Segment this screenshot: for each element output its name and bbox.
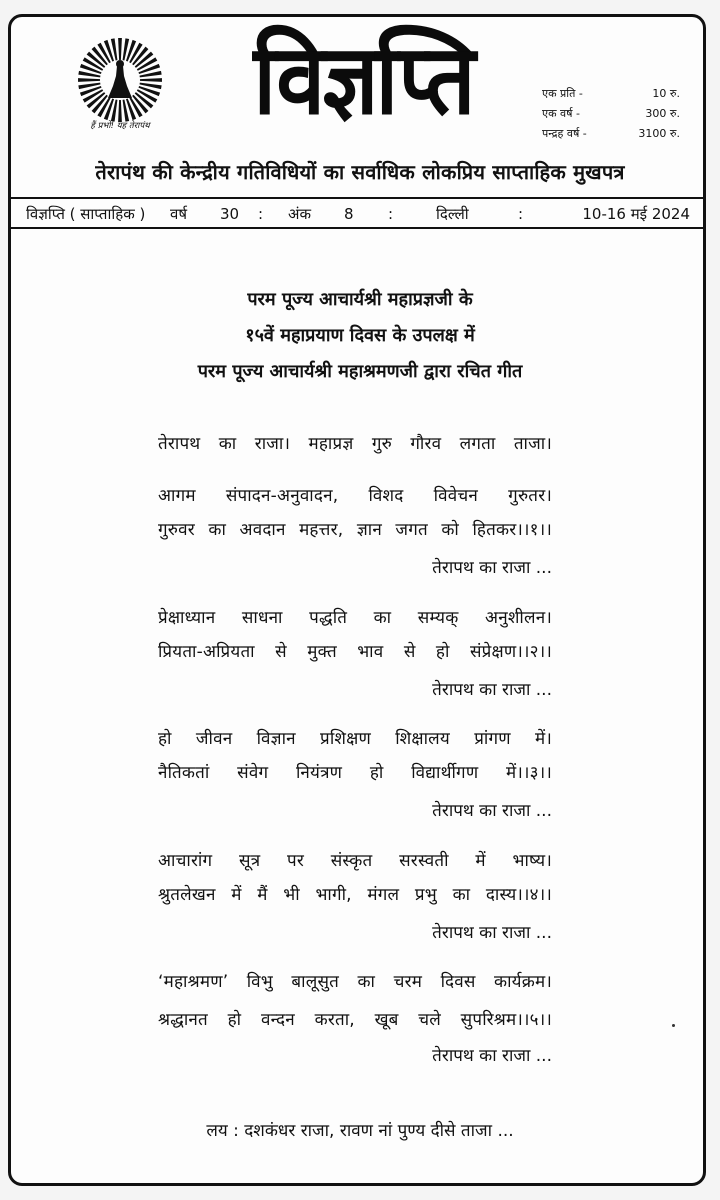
- separator: :: [518, 205, 524, 223]
- poem-line: प्रेक्षाध्यान साधना पद्धति का सम्यक् अनुशीलन।: [158, 608, 552, 628]
- logo-motto: हैं प्रभो! यह तेरापंथ: [90, 121, 150, 131]
- poem-opening-line: तेरापथ का राजा। महाप्रज्ञ गुरु गौरव लगता ताजा।: [158, 434, 552, 454]
- poem-line: श्रुतलेखन में मैं भी भागी, मंगल प्रभु का दास्य।।४।।: [158, 885, 552, 905]
- price-value: 300 रु.: [645, 107, 680, 120]
- city: दिल्ली: [436, 205, 469, 223]
- terapanth-logo: [70, 36, 170, 140]
- poem-line: आचारांग सूत्र पर संस्कृत सरस्वती में भाष्य।: [158, 851, 552, 871]
- poem-line: हो जीवन विज्ञान प्रशिक्षण शिक्षालय प्रांगण में।: [158, 729, 552, 749]
- poem-refrain: तेरापथ का राजा ...: [432, 923, 552, 943]
- poem-refrain: तेरापथ का राजा ...: [432, 680, 552, 700]
- price-box: [542, 84, 692, 144]
- publication-name: विज्ञप्ति ( साप्ताहिक ): [26, 205, 146, 223]
- sun-ray: [118, 38, 122, 60]
- price-row: [542, 104, 692, 124]
- poem-refrain: तेरापथ का राजा ...: [432, 558, 552, 578]
- divider: [11, 227, 703, 229]
- masthead-title: विज्ञप्ति: [253, 22, 473, 137]
- poem-line: आगम संपादन-अनुवादन, विशद विवेचन गुरुतर।: [158, 486, 552, 506]
- poem-line: ‘महाश्रमण’ विभु बालूसुत का चरम दिवस कार्यक्रम।: [158, 972, 552, 992]
- article-heading-line: १५वें महाप्रयाण दिवस के उपलक्ष में: [245, 325, 475, 346]
- article-heading-line: परम पूज्य आचार्यश्री महाश्रमणजी द्वारा रचित गीत: [197, 361, 523, 382]
- price-label: एक वर्ष -: [542, 107, 580, 120]
- poem-line: नैतिकतां संवेग नियंत्रण हो विद्यार्थीगण में।।३।।: [158, 763, 552, 783]
- poem-line: श्रद्धानत हो वन्दन करता, खूब चले सुपरिश्रम।।५।।: [158, 1010, 552, 1030]
- issue-info-bar: [26, 202, 690, 226]
- year-value: 30: [220, 205, 240, 223]
- poem-line: प्रियता-अप्रियता से मुक्त भाव से हो संप्रेक्षण।।२।।: [158, 642, 552, 662]
- sunburst-emblem-icon: [70, 36, 170, 122]
- price-label: पन्द्रह वर्ष -: [542, 127, 587, 140]
- sun-ray: [118, 100, 122, 122]
- issue-label: अंक: [288, 205, 311, 223]
- separator: :: [258, 205, 264, 223]
- tune-line: लय : दशकंधर राजा, रावण नां पुण्य दीसे ताजा ...: [206, 1121, 514, 1141]
- poem-refrain: तेरापथ का राजा ...: [432, 801, 552, 821]
- poem-refrain: तेरापथ का राजा ...: [432, 1046, 552, 1066]
- price-row: [542, 84, 692, 104]
- separator: :: [388, 205, 394, 223]
- issue-date: 10-16 मई 2024: [582, 205, 690, 223]
- price-label: एक प्रति -: [542, 87, 583, 100]
- sun-ray: [78, 78, 100, 82]
- issue-value: 8: [344, 205, 354, 223]
- article-heading-line: परम पूज्य आचार्यश्री महाप्रज्ञजी के: [247, 289, 473, 310]
- sun-ray: [140, 78, 162, 82]
- year-label: वर्ष: [170, 205, 188, 223]
- masthead-tagline: तेरापंथ की केन्द्रीय गतिविधियों का सर्वाधिक लोकप्रिय साप्ताहिक मुखपत्र: [95, 160, 625, 184]
- stray-mark: [672, 1024, 675, 1027]
- divider: [11, 197, 703, 199]
- price-row: [542, 124, 692, 144]
- poem-line: गुरुवर का अवदान महत्तर, ज्ञान जगत को हितकर।।१।।: [158, 520, 552, 540]
- price-value: 3100 रु.: [638, 127, 680, 140]
- price-value: 10 रु.: [652, 87, 680, 100]
